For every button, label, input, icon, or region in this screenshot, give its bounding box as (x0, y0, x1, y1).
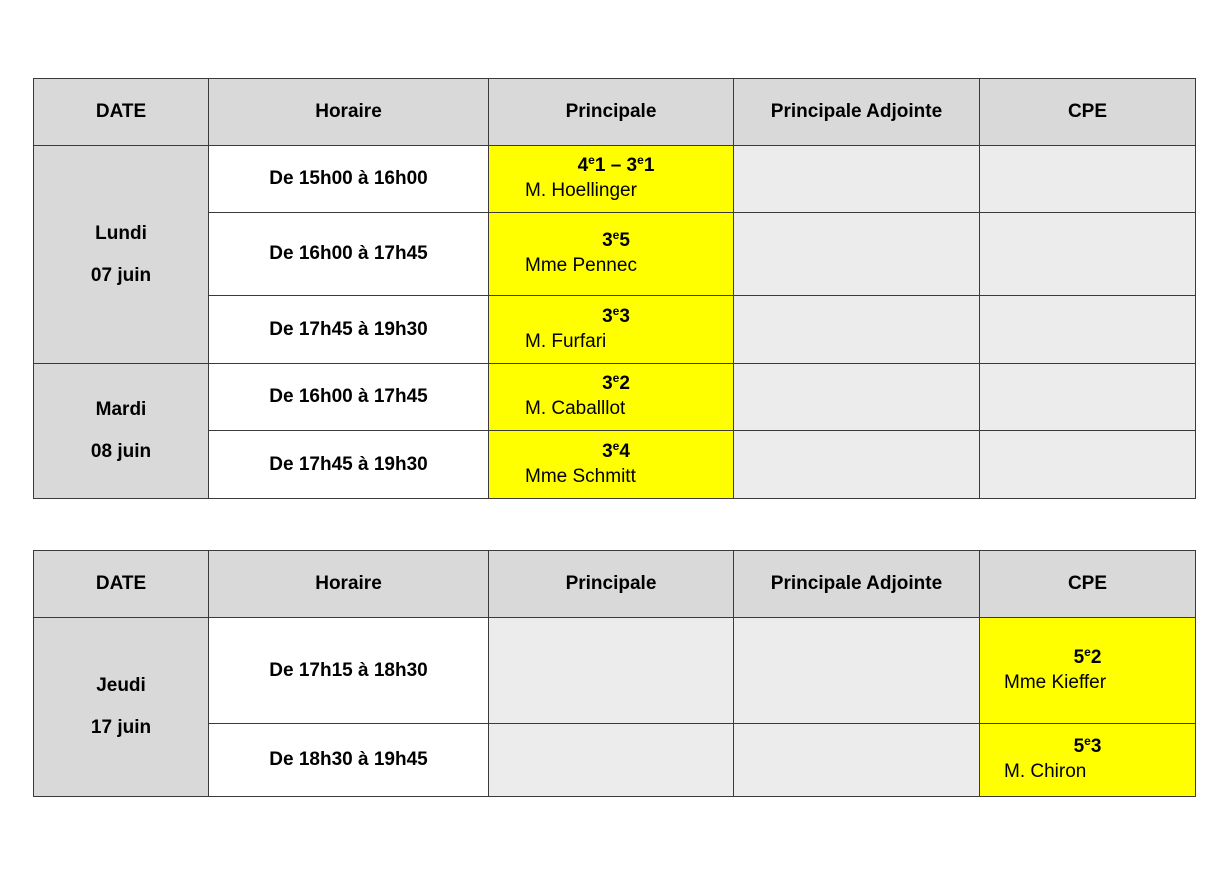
header-date: DATE (34, 551, 209, 618)
teacher-name: Mme Kieffer (1004, 671, 1107, 693)
date-label: 07 juin (90, 264, 152, 286)
cpe-slot (980, 364, 1196, 431)
principale-slot (489, 296, 734, 364)
day-label: Jeudi (96, 675, 146, 696)
principale-slot (489, 146, 734, 213)
cpe-slot (980, 296, 1196, 364)
teacher-name: Mme Schmitt (525, 465, 636, 487)
time-slot: De 18h30 à 19h45 (209, 724, 489, 797)
day-label: Mardi (95, 399, 147, 420)
time-slot: De 15h00 à 16h00 (209, 146, 489, 213)
teacher-name: M. Furfari (525, 330, 607, 352)
table-row (34, 724, 1196, 797)
header-date: DATE (34, 79, 209, 146)
header-principale: Principale (489, 79, 734, 146)
header-principale: Principale (489, 551, 734, 618)
date-label: 17 juin (90, 717, 152, 738)
schedule-table-1 (33, 78, 1196, 499)
cpe-slot (980, 213, 1196, 296)
header-cpe: CPE (980, 79, 1196, 146)
date-cell (34, 146, 209, 364)
cpe-slot (980, 431, 1196, 499)
class-label: 3e3 (602, 303, 630, 327)
date-cell (34, 364, 209, 499)
principale-slot (489, 724, 734, 797)
time-slot: De 16h00 à 17h45 (209, 364, 489, 431)
principale-slot (489, 213, 734, 296)
date-cell (34, 618, 209, 797)
table-row (34, 213, 1196, 296)
class-label: 5e3 (1073, 734, 1102, 757)
header-principale-adjointe: Principale Adjointe (734, 551, 980, 618)
class-label: 4e1 – 3e1 (577, 153, 655, 176)
principale-slot (489, 618, 734, 724)
teacher-name: M. Caballlot (525, 398, 626, 419)
class-label: 3e4 (602, 438, 630, 462)
header-cpe: CPE (980, 551, 1196, 618)
table-row (34, 431, 1196, 499)
table-row (34, 618, 1196, 724)
date-label: 08 juin (90, 441, 152, 462)
cpe-slot (980, 724, 1196, 797)
table-row (34, 296, 1196, 364)
principale-slot (489, 431, 734, 499)
adjointe-slot (734, 618, 980, 724)
time-slot: De 16h00 à 17h45 (209, 213, 489, 296)
schedule-table-2 (33, 550, 1196, 797)
time-slot: De 17h15 à 18h30 (209, 618, 489, 724)
time-slot: De 17h45 à 19h30 (209, 296, 489, 364)
teacher-name: Mme Pennec (525, 255, 637, 276)
class-label: 5e2 (1073, 644, 1102, 668)
class-label: 3e2 (602, 371, 630, 394)
teacher-name: M. Chiron (1004, 761, 1087, 782)
header-principale-adjointe: Principale Adjointe (734, 79, 980, 146)
header-horaire: Horaire (209, 551, 489, 618)
adjointe-slot (734, 364, 980, 431)
teacher-name: M. Hoellinger (525, 180, 637, 201)
cpe-slot (980, 618, 1196, 724)
adjointe-slot (734, 146, 980, 213)
adjointe-slot (734, 724, 980, 797)
table-row (34, 364, 1196, 431)
table-row (34, 146, 1196, 213)
class-label: 3e5 (602, 228, 630, 251)
adjointe-slot (734, 213, 980, 296)
header-horaire: Horaire (209, 79, 489, 146)
adjointe-slot (734, 431, 980, 499)
day-label: Lundi (95, 222, 147, 244)
time-slot: De 17h45 à 19h30 (209, 431, 489, 499)
principale-slot (489, 364, 734, 431)
cpe-slot (980, 146, 1196, 213)
adjointe-slot (734, 296, 980, 364)
